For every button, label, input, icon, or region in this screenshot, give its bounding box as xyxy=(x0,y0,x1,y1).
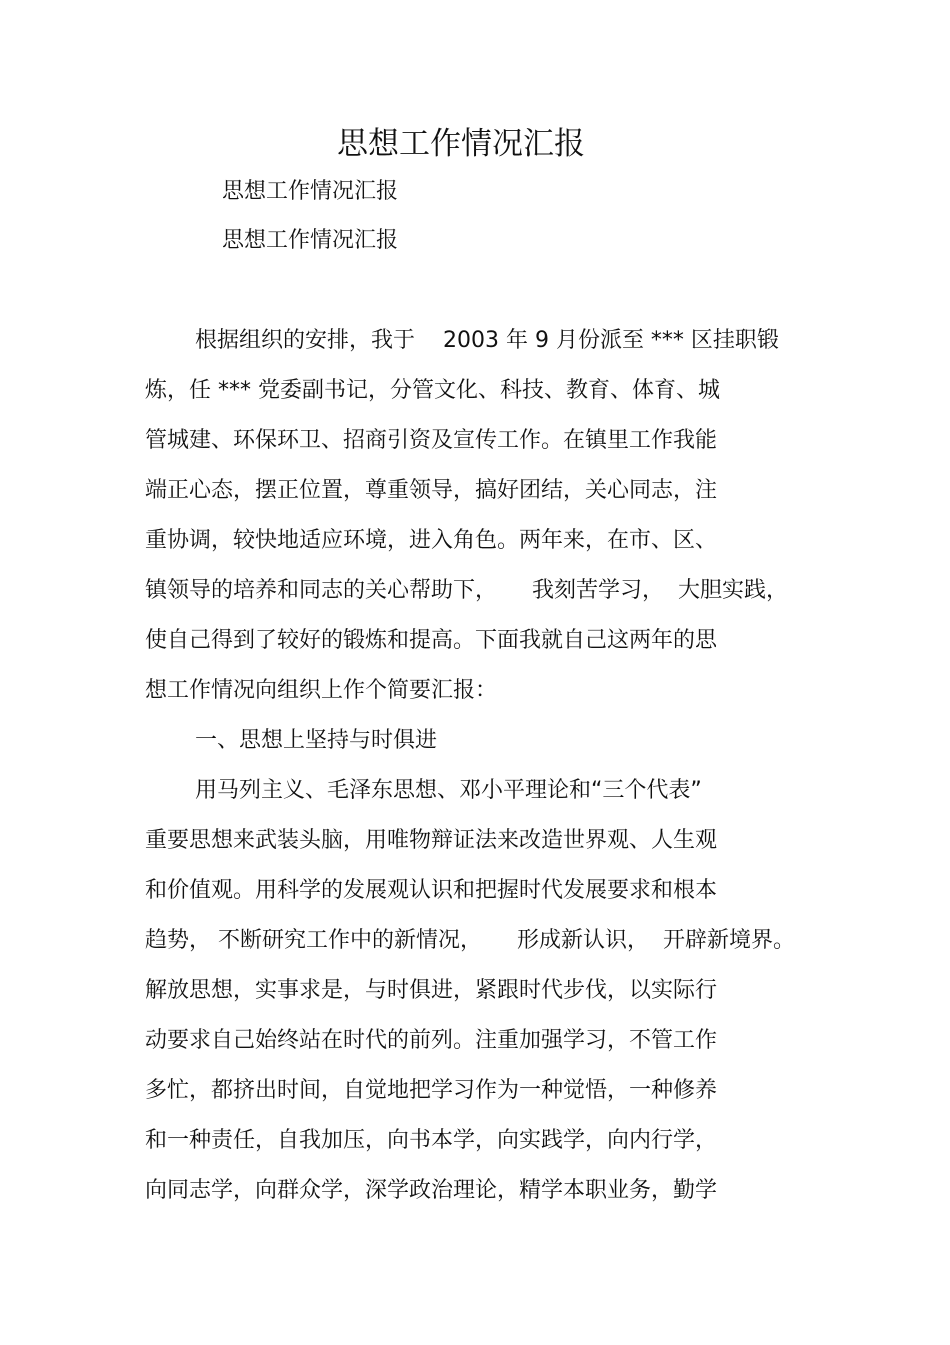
section-heading: 一、思想上坚持与时俱进 xyxy=(195,728,438,753)
paragraph-line: 管城建、环保环卫、招商引资及宣传工作。在镇里工作我能 xyxy=(145,428,718,453)
paragraph-line: 解放思想，实事求是，与时俱进，紧跟时代步伐，以实际行 xyxy=(145,978,718,1003)
subtitle-line: 思想工作情况汇报 xyxy=(222,179,399,204)
paragraph-line: 重协调，较快地适应环境，进入角色。两年来，在市、区、 xyxy=(145,528,718,553)
subtitle-line: 思想工作情况汇报 xyxy=(222,228,399,253)
paragraph-line: 和价值观。用科学的发展观认识和把握时代发展要求和根本 xyxy=(145,878,718,903)
paragraph-line: 向同志学，向群众学，深学政治理论，精学本职业务，勤学 xyxy=(145,1178,718,1203)
document-title: 思想工作情况汇报 xyxy=(337,126,585,162)
paragraph-line: 多忙，都挤出时间，自觉地把学习作为一种觉悟，一种修养 xyxy=(145,1078,718,1103)
paragraph-line: 趋势， 不断研究工作中的新情况， 形成新认识， 开辟新境界。 xyxy=(145,928,795,953)
paragraph-line: 根据组织的安排，我于 2003 年 9 月份派至 *** 区挂职锻 xyxy=(195,328,779,353)
paragraph-line: 重要思想来武装头脑，用唯物辩证法来改造世界观、人生观 xyxy=(145,828,718,853)
paragraph-line: 想工作情况向组织上作个简要汇报： xyxy=(145,678,498,703)
paragraph-line: 炼，任 *** 党委副书记，分管文化、科技、教育、体育、城 xyxy=(145,378,720,403)
paragraph-line: 动要求自己始终站在时代的前列。注重加强学习，不管工作 xyxy=(145,1028,718,1053)
paragraph-line: 镇领导的培养和同志的关心帮助下， 我刻苦学习， 大胆实践， xyxy=(145,578,788,603)
paragraph-line: 使自己得到了较好的锻炼和提高。下面我就自己这两年的思 xyxy=(145,628,718,653)
paragraph-line: 用马列主义、毛泽东思想、邓小平理论和“三个代表” xyxy=(195,778,702,803)
paragraph-line: 端正心态，摆正位置，尊重领导，搞好团结，关心同志，注 xyxy=(145,478,718,503)
paragraph-line: 和一种责任，自我加压，向书本学，向实践学，向内行学， xyxy=(145,1128,718,1153)
